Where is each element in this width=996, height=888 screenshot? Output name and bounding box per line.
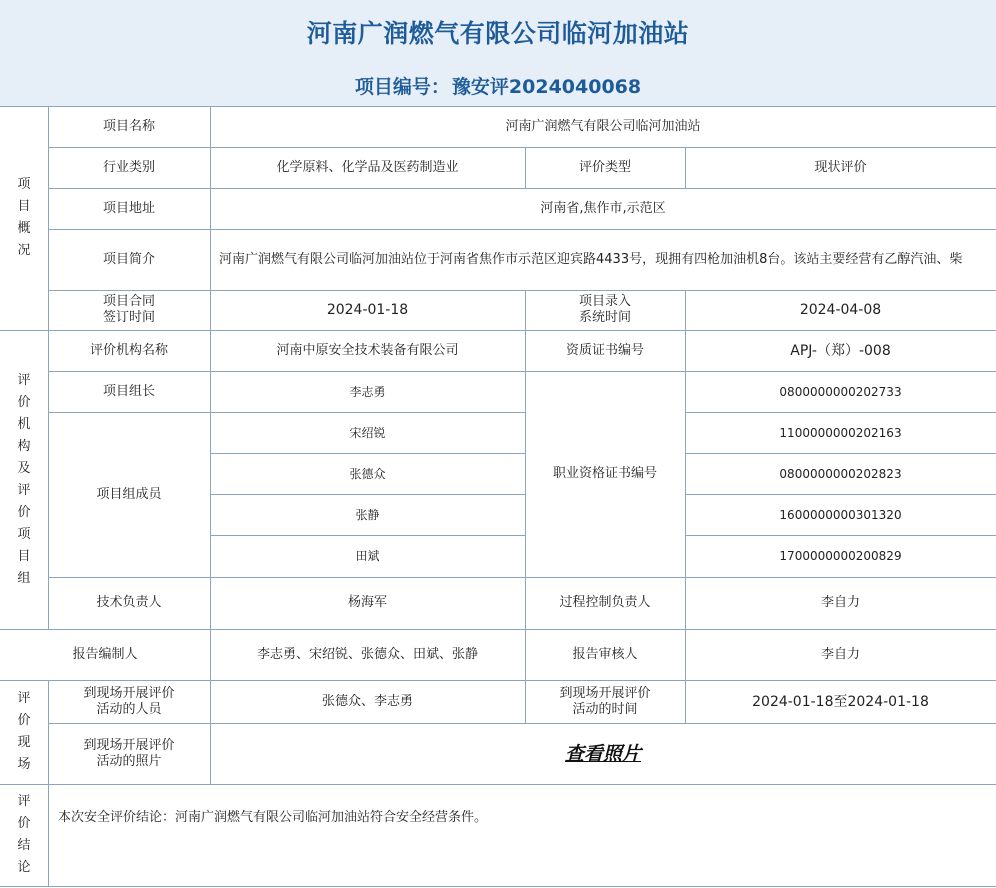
project-name-value: 河南广润燃气有限公司临河加油站 xyxy=(505,118,701,134)
process-lead-value: 李自力 xyxy=(820,595,860,610)
member-name: 李志勇 xyxy=(349,384,386,399)
intro-label: 项目简介 xyxy=(102,251,155,267)
eval-type-value: 现状评价 xyxy=(814,159,867,175)
site-people-label-line1: 到现场开展评价 xyxy=(83,685,175,701)
contract-date-value: 2024-01-18 xyxy=(326,302,409,318)
org-label: 评价机构名称 xyxy=(89,342,168,358)
members-label: 项目组成员 xyxy=(96,486,162,502)
conclusion-text: 本次安全评价结论：河南广润燃气有限公司临河加油站符合安全经营条件。 xyxy=(58,810,488,825)
site-time-label-line2: 活动的时间 xyxy=(572,701,638,717)
address-label: 项目地址 xyxy=(102,200,155,216)
cert-label: 资质证书编号 xyxy=(565,342,644,358)
site-people-label xyxy=(48,680,210,723)
address-value: 河南省,焦作市,示范区 xyxy=(540,200,666,216)
report-reviewer-label: 报告审核人 xyxy=(572,646,638,662)
member-cert: 1700000000200829 xyxy=(779,549,902,563)
site-people-label-line2: 活动的人员 xyxy=(96,701,162,717)
site-people-value: 张德众、李志勇 xyxy=(321,693,413,709)
member-cert: 1600000000301320 xyxy=(779,507,902,522)
site-time-label-line1: 到现场开展评价 xyxy=(559,685,651,701)
process-lead-label: 过程控制负责人 xyxy=(559,595,651,610)
cert-value: APJ-（郑）-008 xyxy=(790,342,891,359)
site-time-label xyxy=(525,680,685,723)
section-site: 评价现场 xyxy=(17,691,31,772)
site-photo-label xyxy=(48,723,210,784)
member-cert: 0800000000202823 xyxy=(779,466,902,481)
entry-date-label xyxy=(525,290,685,330)
page-header xyxy=(0,0,996,106)
section-conclusion: 评价结论 xyxy=(17,794,31,875)
entry-date-value: 2024-04-08 xyxy=(799,302,882,318)
member-cert: 1100000000202163 xyxy=(779,425,902,440)
intro-value: 河南广润燃气有限公司临河加油站位于河南省焦作市示范区迎宾路4433号，现拥有四枪加油机8台。该站主要经营有乙醇汽油、柴 xyxy=(219,251,963,267)
contract-date-label xyxy=(48,290,210,330)
qual-cert-label: 职业资格证书编号 xyxy=(552,466,657,481)
member-cert: 0800000000202733 xyxy=(779,384,902,399)
entry-date-label-line2: 系统时间 xyxy=(578,310,631,325)
page-title: 河南广润燃气有限公司临河加油站 xyxy=(306,19,690,48)
section-overview: 项目概况 xyxy=(17,177,31,258)
project-number-label: 项目编号： xyxy=(354,76,450,98)
tech-lead-value: 杨海军 xyxy=(347,595,387,610)
project-number xyxy=(0,72,996,99)
project-name-label: 项目名称 xyxy=(102,118,155,134)
industry-label: 行业类别 xyxy=(102,159,155,175)
eval-type-label: 评价类型 xyxy=(578,159,631,175)
site-photo-cell xyxy=(210,723,996,784)
report-reviewer-value: 李自力 xyxy=(820,646,860,662)
member-name: 宋绍锐 xyxy=(349,425,386,440)
contract-date-label-line2: 签订时间 xyxy=(102,310,155,325)
project-number-value: 豫安评2024040068 xyxy=(451,76,642,98)
site-time-value: 2024-01-18至2024-01-18 xyxy=(752,693,929,710)
org-value: 河南中原安全技术装备有限公司 xyxy=(276,342,459,358)
industry-value: 化学原料、化学品及医药制造业 xyxy=(276,159,459,175)
site-photo-label-line1: 到现场开展评价 xyxy=(83,737,175,753)
view-photos-link[interactable]: 查看照片 xyxy=(564,742,641,765)
member-name: 张静 xyxy=(355,507,380,522)
section-eval-group: 评价机构及评价项目组 xyxy=(17,372,31,586)
tech-lead-label: 技术负责人 xyxy=(96,595,162,610)
entry-date-label-line1: 项目录入 xyxy=(578,294,631,309)
report-author-value: 李志勇、宋绍锐、张德众、田斌、张静 xyxy=(256,646,478,662)
member-name: 田斌 xyxy=(355,549,380,563)
report-author-label: 报告编制人 xyxy=(72,646,138,662)
site-photo-label-line2: 活动的照片 xyxy=(96,753,162,769)
contract-date-label-line1: 项目合同 xyxy=(102,294,155,309)
member-name: 张德众 xyxy=(349,466,386,481)
leader-label: 项目组长 xyxy=(102,383,155,399)
